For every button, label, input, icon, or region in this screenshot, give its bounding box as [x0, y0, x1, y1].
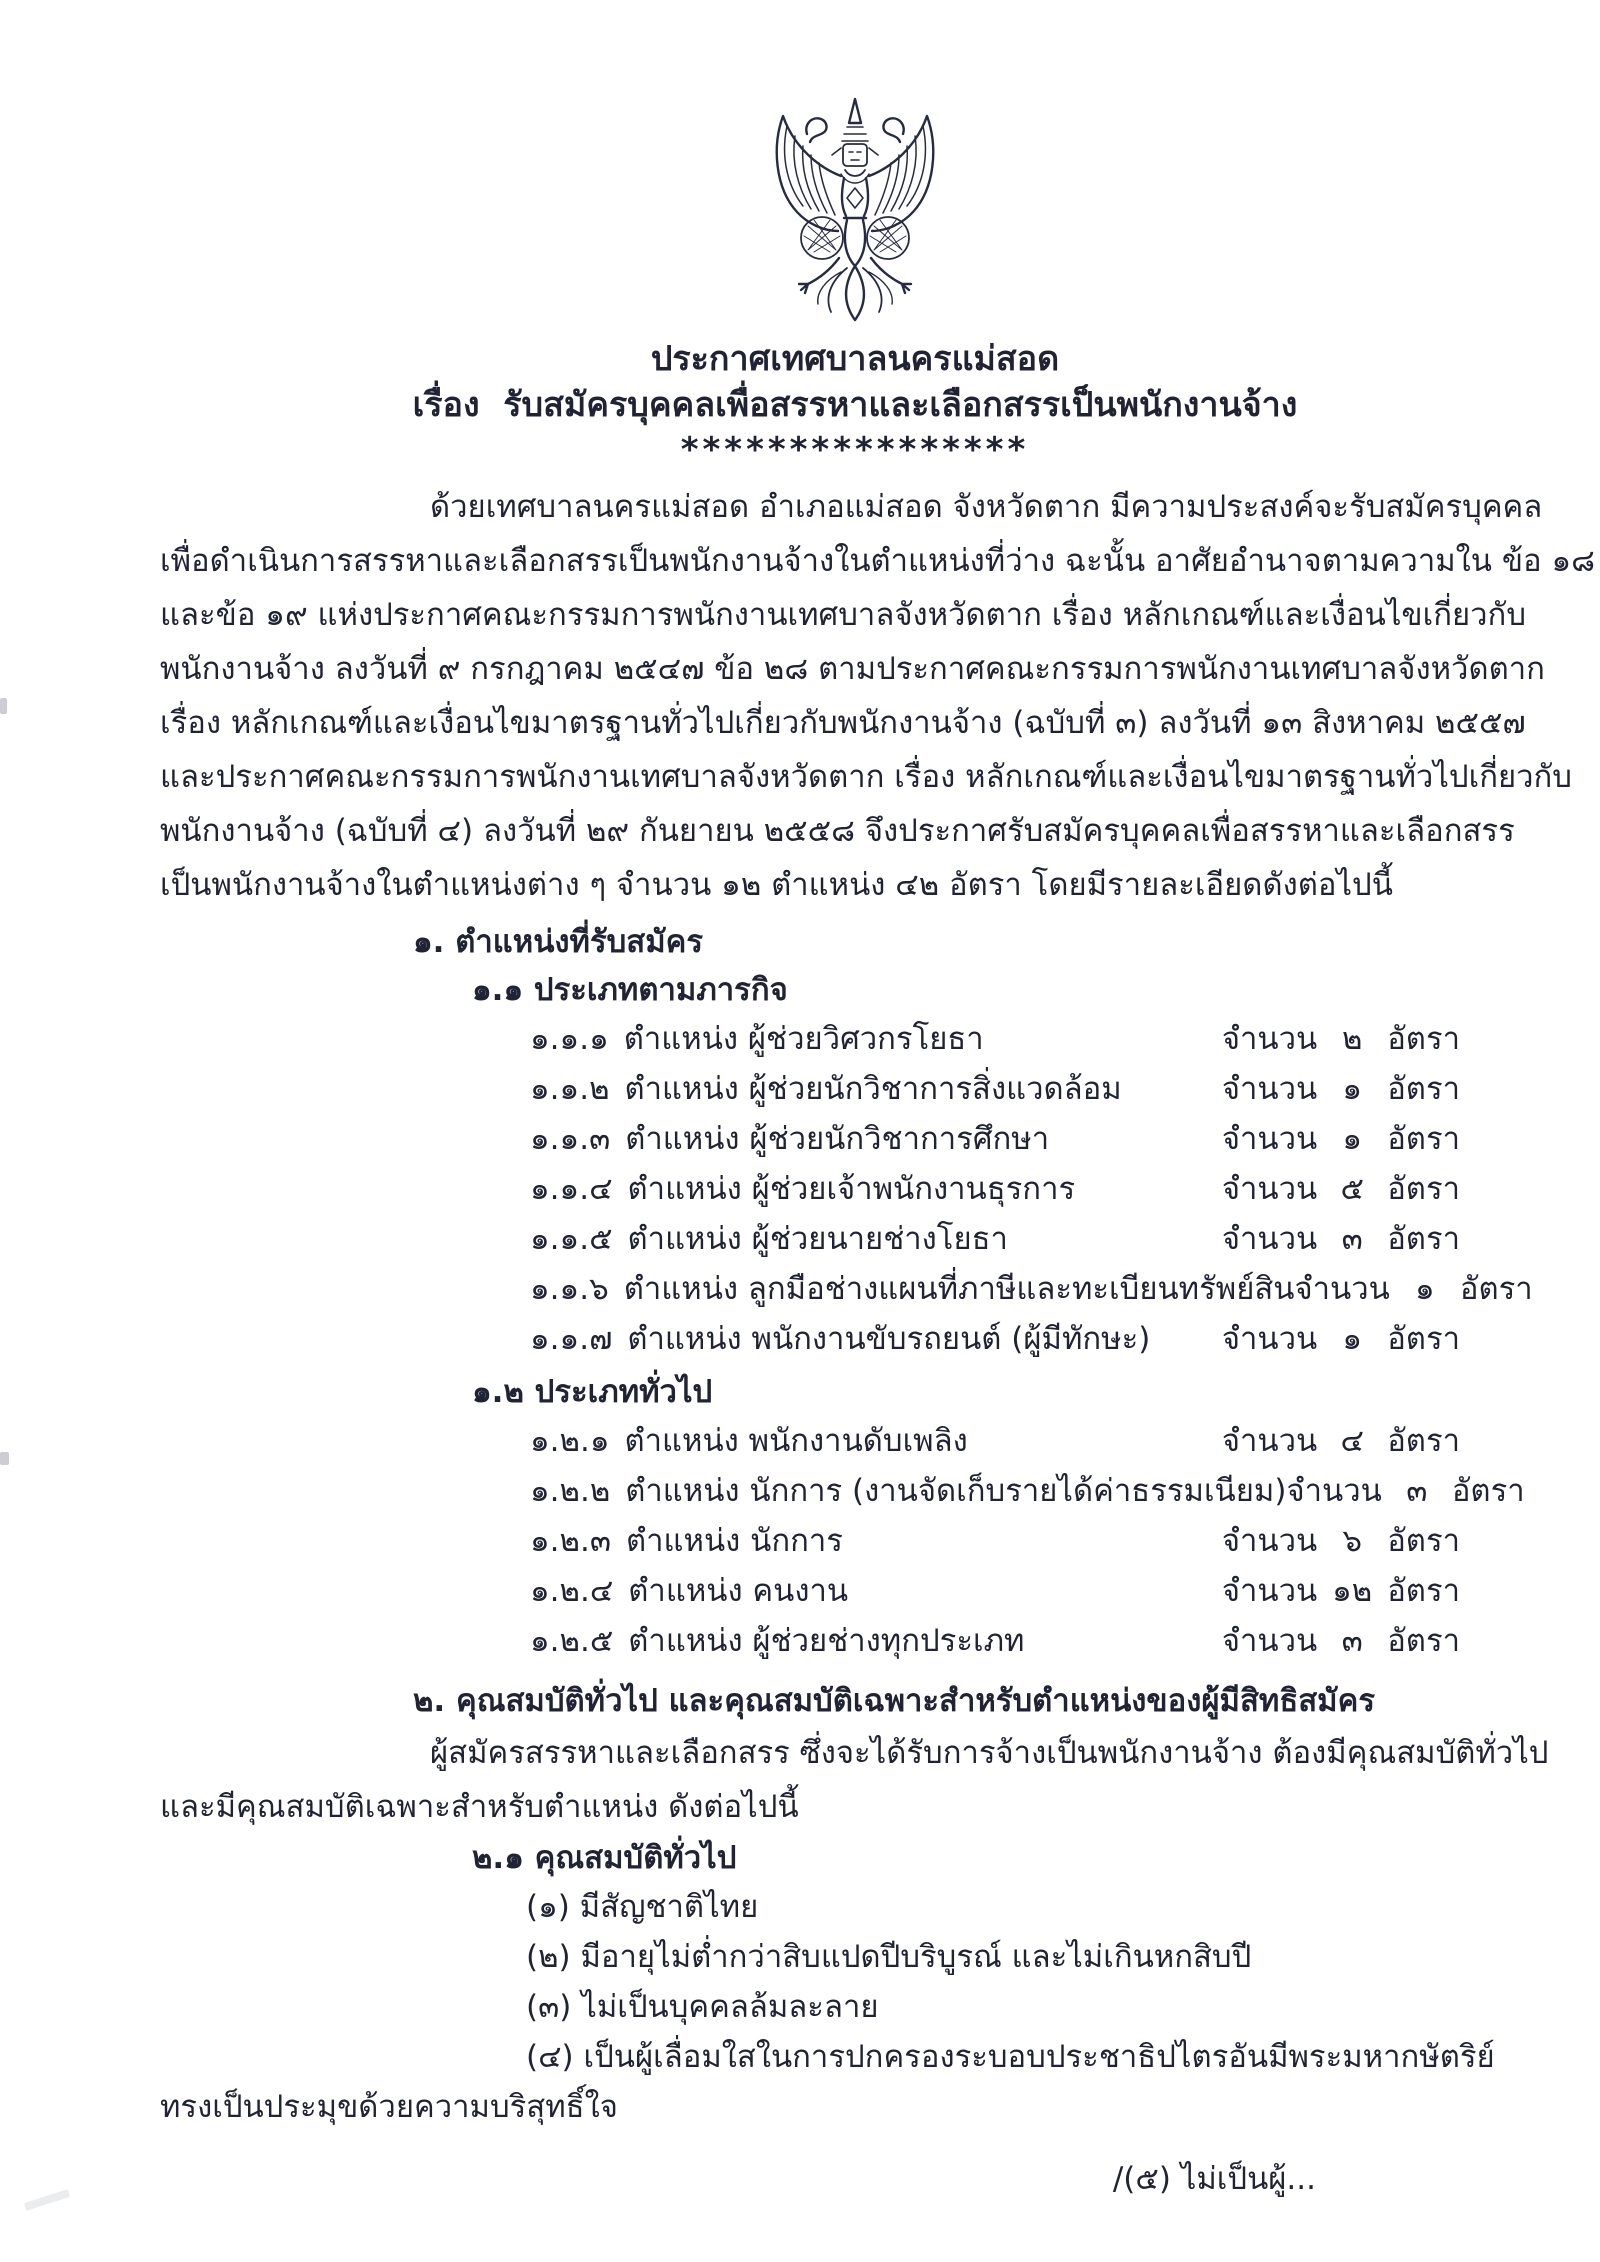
row-quantity [1222, 1566, 1460, 1616]
qty-count: ๒ [1341, 1021, 1363, 1057]
position-row [160, 1064, 1460, 1114]
row-number: ๑.๑.๗ [530, 1321, 613, 1357]
qty-label: จำนวน [1221, 1321, 1318, 1357]
row-number: ๑.๑.๒ [530, 1071, 610, 1107]
row-title: ตำแหน่ง ผู้ช่วยนายช่างโยธา [627, 1221, 1008, 1257]
row-quantity [1222, 1516, 1460, 1566]
qty-unit: อัตรา [1387, 1423, 1460, 1459]
position-row [160, 1164, 1460, 1214]
garuda-emblem-icon [744, 96, 966, 328]
scan-artifact [24, 2189, 70, 2211]
intro-line: และประกาศคณะกรรมการพนักงานเทศบาลจังหวัดตาก เรื่อง หลักเกณฑ์และเงื่อนไขมาตรฐานทั่วไปเกี่ยวกับ [160, 759, 1572, 795]
qty-count: ๔ [1340, 1423, 1364, 1459]
qty-label: จำนวน [1221, 1573, 1318, 1609]
section2-paragraph-line: ผู้สมัครสรรหาและเลือกสรร ซึ่งจะได้รับการจ้างเป็นพนักงานจ้าง ต้องมีคุณสมบัติทั่วไป [430, 1735, 1549, 1771]
position-row [160, 1214, 1460, 1264]
row-quantity [1286, 1466, 1524, 1516]
intro-line: พนักงานจ้าง (ฉบับที่ ๔) ลงวันที่ ๒๙ กันยายน ๒๕๕๘ จึงประกาศรับสมัครบุคคลเพื่อสรรหาและเลือกสรร [160, 813, 1515, 849]
qty-unit: อัตรา [1387, 1573, 1460, 1609]
qty-count: ๑ [1342, 1321, 1363, 1357]
position-row [160, 1416, 1460, 1466]
intro-line: เป็นพนักงานจ้างในตำแหน่งต่าง ๆ จำนวน ๑๒ ตำแหน่ง ๔๒ อัตรา โดยมีรายละเอียดดังต่อไปนี้ [160, 867, 1393, 903]
row-title: ตำแหน่ง พนักงานขับรถยนต์ (ผู้มีทักษะ) [627, 1321, 1151, 1357]
position-row [160, 1516, 1460, 1566]
position-row [160, 1114, 1460, 1164]
row-number: ๑.๒.๒ [530, 1473, 611, 1509]
qty-unit: อัตรา [1459, 1271, 1533, 1307]
row-number: ๑.๑.๖ [530, 1271, 609, 1307]
document-header [160, 0, 1550, 470]
row-title: ตำแหน่ง ผู้ช่วยนักวิชาการศึกษา [625, 1121, 1050, 1157]
qualification-item: (๓) ไม่เป็นบุคคลล้มละลาย [526, 1989, 879, 2025]
section2-1-heading: ๒.๑ คุณสมบัติทั่วไป [472, 1840, 737, 1876]
qty-count: ๑ [1342, 1071, 1363, 1107]
qty-unit: อัตรา [1387, 1121, 1460, 1157]
position-row [160, 1014, 1460, 1064]
section2-heading: ๒. คุณสมบัติทั่วไป และคุณสมบัติเฉพาะสำหรับตำแหน่งของผู้มีสิทธิสมัคร [413, 1683, 1375, 1719]
qty-label: จำนวน [1221, 1623, 1318, 1659]
qty-unit: อัตรา [1387, 1071, 1460, 1107]
qty-label: จำนวน [1221, 1021, 1318, 1057]
row-number: ๑.๒.๑ [530, 1423, 610, 1459]
row-quantity [1222, 1214, 1460, 1264]
qty-label: จำนวน [1221, 1121, 1318, 1157]
position-row [160, 1264, 1533, 1314]
row-quantity [1222, 1314, 1460, 1364]
qty-label: จำนวน [1221, 1423, 1318, 1459]
row-title: ตำแหน่ง ผู้ช่วยเจ้าพนักงานธุรการ [627, 1171, 1076, 1207]
qty-count: ๓ [1341, 1623, 1363, 1659]
qty-count: ๕ [1340, 1171, 1364, 1207]
qualification-item: (๑) มีสัญชาติไทย [526, 1889, 759, 1925]
qty-label: จำนวน [1286, 1473, 1382, 1509]
row-quantity [1222, 1064, 1460, 1114]
intro-line: เพื่อดำเนินการสรรหาและเลือกสรรเป็นพนักงานจ้างในตำแหน่งที่ว่าง ฉะนั้น อาศัยอำนาจตามความใน ข้อ ๑๘ [160, 543, 1596, 579]
qty-label: จำนวน [1221, 1071, 1318, 1107]
row-quantity [1294, 1264, 1532, 1314]
announcement-subject: เรื่อง รับสมัครบุคคลเพื่อสรรหาและเลือกสรรเป็นพนักงานจ้าง [412, 385, 1298, 425]
row-title: ตำแหน่ง พนักงานดับเพลิง [624, 1423, 968, 1459]
section1-heading: ๑. ตำแหน่งที่รับสมัคร [413, 924, 704, 960]
row-title: ตำแหน่ง ผู้ช่วยวิศวกรโยธา [623, 1021, 984, 1057]
qty-label: จำนวน [1221, 1171, 1318, 1207]
qty-unit: อัตรา [1451, 1473, 1525, 1509]
qty-unit: อัตรา [1387, 1021, 1460, 1057]
qualification-item-continuation: ทรงเป็นประมุขด้วยความบริสุทธิ์ใจ [160, 2089, 618, 2125]
intro-line: เรื่อง หลักเกณฑ์และเงื่อนไขมาตรฐานทั่วไปเกี่ยวกับพนักงานจ้าง (ฉบับที่ ๓) ลงวันที่ ๑๓ สิงหาคม ๒๕๕๗ [160, 705, 1526, 741]
qty-count: ๓ [1406, 1473, 1428, 1509]
row-number: ๑.๒.๕ [530, 1623, 614, 1659]
divider-stars: **************** [680, 430, 1030, 470]
qty-label: จำนวน [1221, 1221, 1318, 1257]
qualification-item: (๒) มีอายุไม่ต่ำกว่าสิบแปดปีบริบูรณ์ และไม่เกินหกสิบปี [526, 1939, 1252, 1975]
row-number: ๑.๒.๓ [530, 1523, 612, 1559]
qty-label: จำนวน [1221, 1523, 1318, 1559]
qty-unit: อัตรา [1387, 1171, 1460, 1207]
row-number: ๑.๑.๓ [530, 1121, 611, 1157]
section1-1-heading: ๑.๑ ประเภทตามภารกิจ [472, 972, 788, 1008]
row-title: ตำแหน่ง คนงาน [628, 1573, 849, 1609]
qualification-item: (๔) เป็นผู้เลื่อมใสในการปกครองระบอบประชาธิปไตรอันมีพระมหากษัตริย์ [526, 2039, 1495, 2075]
row-quantity [1222, 1616, 1460, 1666]
position-row [160, 1616, 1460, 1666]
row-title: ตำแหน่ง ผู้ช่วยนักวิชาการสิ่งแวดล้อม [624, 1071, 1122, 1107]
row-number: ๑.๑.๕ [530, 1221, 613, 1257]
row-number: ๑.๒.๔ [530, 1573, 614, 1609]
qty-label: จำนวน [1294, 1271, 1390, 1307]
row-quantity [1222, 1164, 1460, 1214]
row-quantity [1222, 1416, 1460, 1466]
intro-line: และข้อ ๑๙ แห่งประกาศคณะกรรมการพนักงานเทศบาลจังหวัดตาก เรื่อง หลักเกณฑ์และเงื่อนไขเกี่ยวกับ [160, 597, 1526, 633]
row-number: ๑.๑.๔ [530, 1171, 613, 1207]
row-number: ๑.๑.๑ [530, 1021, 609, 1057]
qty-unit: อัตรา [1387, 1523, 1460, 1559]
row-title: ตำแหน่ง ผู้ช่วยช่างทุกประเภท [628, 1623, 1025, 1659]
qty-unit: อัตรา [1387, 1321, 1460, 1357]
section2-paragraph-line: และมีคุณสมบัติเฉพาะสำหรับตำแหน่ง ดังต่อไปนี้ [160, 1789, 799, 1825]
row-quantity [1222, 1014, 1460, 1064]
next-page-note: /(๕) ไม่เป็นผู้... [1112, 2161, 1316, 2197]
position-row [160, 1466, 1525, 1516]
qty-count: ๖ [1342, 1523, 1363, 1559]
qty-count: ๑๒ [1332, 1573, 1373, 1609]
row-title: ตำแหน่ง นักการ (งานจัดเก็บรายได้ค่าธรรมเนียม) [625, 1473, 1287, 1509]
intro-line: ด้วยเทศบาลนครแม่สอด อำเภอแม่สอด จังหวัดตาก มีความประสงค์จะรับสมัครบุคคล [430, 489, 1543, 525]
scan-artifact [0, 1452, 9, 1465]
scan-artifact [0, 698, 7, 714]
position-row [160, 1314, 1460, 1364]
qty-count: ๓ [1341, 1221, 1363, 1257]
intro-line: พนักงานจ้าง ลงวันที่ ๙ กรกฎาคม ๒๕๔๗ ข้อ ๒๘ ตามประกาศคณะกรรมการพนักงานเทศบาลจังหวัดตาก [160, 651, 1545, 687]
qty-unit: อัตรา [1387, 1623, 1460, 1659]
document-body [160, 480, 1596, 2202]
intro-paragraph [160, 480, 1596, 912]
qty-count: ๑ [1342, 1121, 1363, 1157]
row-quantity [1222, 1114, 1460, 1164]
row-title: ตำแหน่ง ลูกมือช่างแผนที่ภาษีและทะเบียนทรัพย์สิน [623, 1271, 1295, 1307]
position-row [160, 1566, 1460, 1616]
announcement-title: ประกาศเทศบาลนครแม่สอด [650, 339, 1060, 379]
section1-2-heading: ๑.๒ ประเภททั่วไป [472, 1374, 713, 1410]
qty-count: ๑ [1415, 1271, 1435, 1307]
qty-unit: อัตรา [1387, 1221, 1460, 1257]
row-title: ตำแหน่ง นักการ [626, 1523, 843, 1559]
